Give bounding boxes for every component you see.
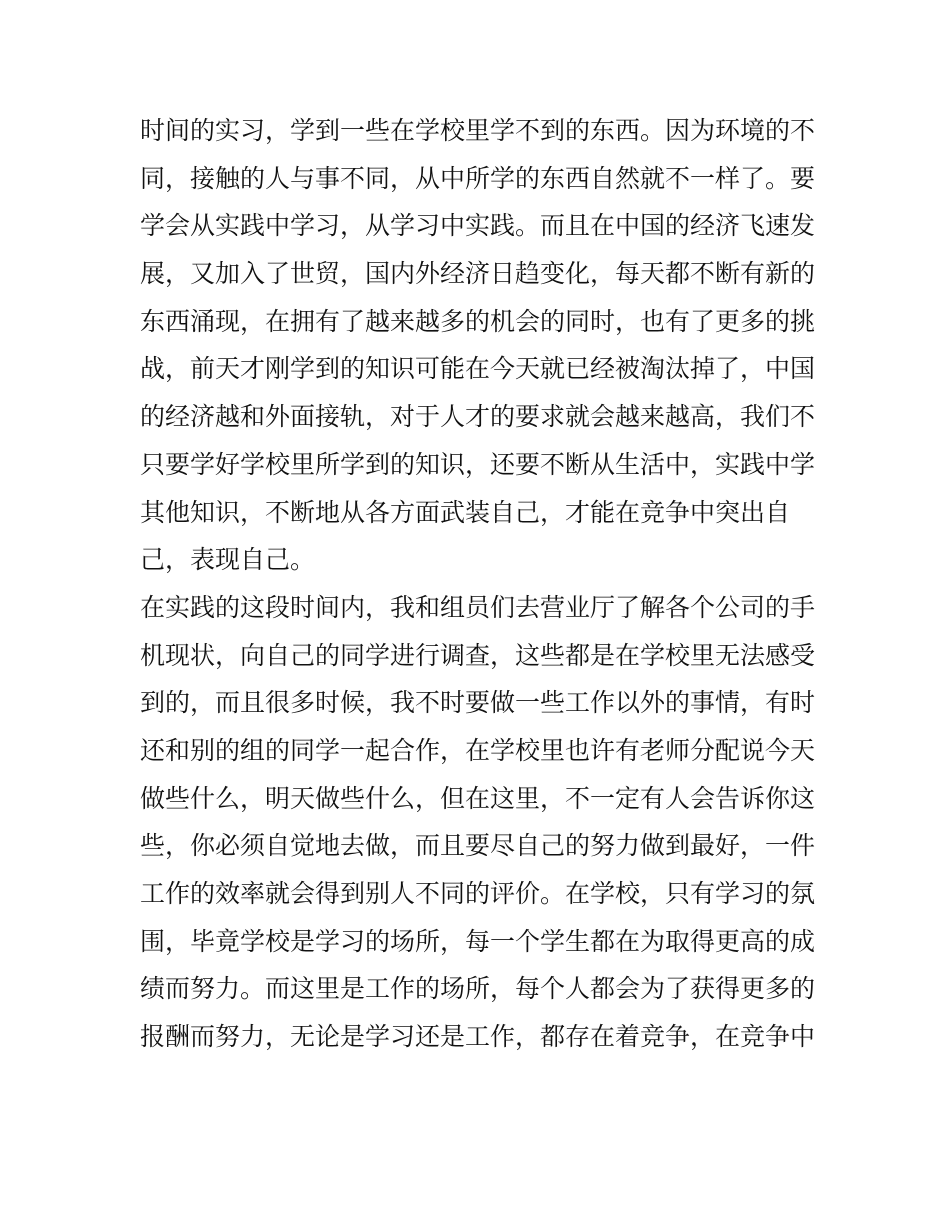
text-line: 在实践的这段时间内，我和组员们去营业厅了解各个公司的手	[140, 592, 816, 622]
text-line: 己，表现自己。	[140, 545, 316, 575]
text-line: 围，毕竟学校是学习的场所，每一个学生都在为取得更高的成	[140, 926, 816, 956]
text-line: 时间的实习，学到一些在学校里学不到的东西。因为环境的不	[140, 116, 816, 145]
text-line: 同，接触的人与事不同，从中所学的东西自然就不一样了。要	[140, 163, 816, 193]
text-line: 战，前天才刚学到的知识可能在今天就已经被淘汰掉了，中国	[140, 354, 816, 384]
text-line: 只要学好学校里所学到的知识，还要不断从生活中，实践中学	[140, 449, 816, 479]
text-line: 的经济越和外面接轨，对于人才的要求就会越来越高，我们不	[140, 402, 816, 432]
text-line: 机现状，向自己的同学进行调查，这些都是在学校里无法感受	[140, 640, 816, 670]
text-line: 展，又加入了世贸，国内外经济日趋变化，每天都不断有新的	[140, 259, 816, 289]
text-line: 学会从实践中学习，从学习中实践。而且在中国的经济飞速发	[140, 211, 816, 241]
text-line: 报酬而努力，无论是学习还是工作，都存在着竞争，在竞争中	[140, 1022, 816, 1052]
text-line: 还和别的组的同学一起合作，在学校里也许有老师分配说今天	[140, 735, 816, 765]
text-line: 东西涌现，在拥有了越来越多的机会的同时，也有了更多的挑	[140, 306, 816, 336]
text-line: 些，你必须自觉地去做，而且要尽自己的努力做到最好，一件	[140, 831, 816, 861]
text-line: 到的，而且很多时候，我不时要做一些工作以外的事情，有时	[140, 688, 816, 718]
body-text	[140, 107, 830, 1061]
text-line: 工作的效率就会得到别人不同的评价。在学校，只有学习的氛	[140, 879, 816, 908]
text-line: 绩而努力。而这里是工作的场所，每个人都会为了获得更多的	[140, 974, 816, 1004]
text-line: 其他知识，不断地从各方面武装自己，才能在竞争中突出自	[140, 497, 791, 527]
text-line: 做些什么，明天做些什么，但在这里，不一定有人会告诉你这	[140, 783, 816, 813]
